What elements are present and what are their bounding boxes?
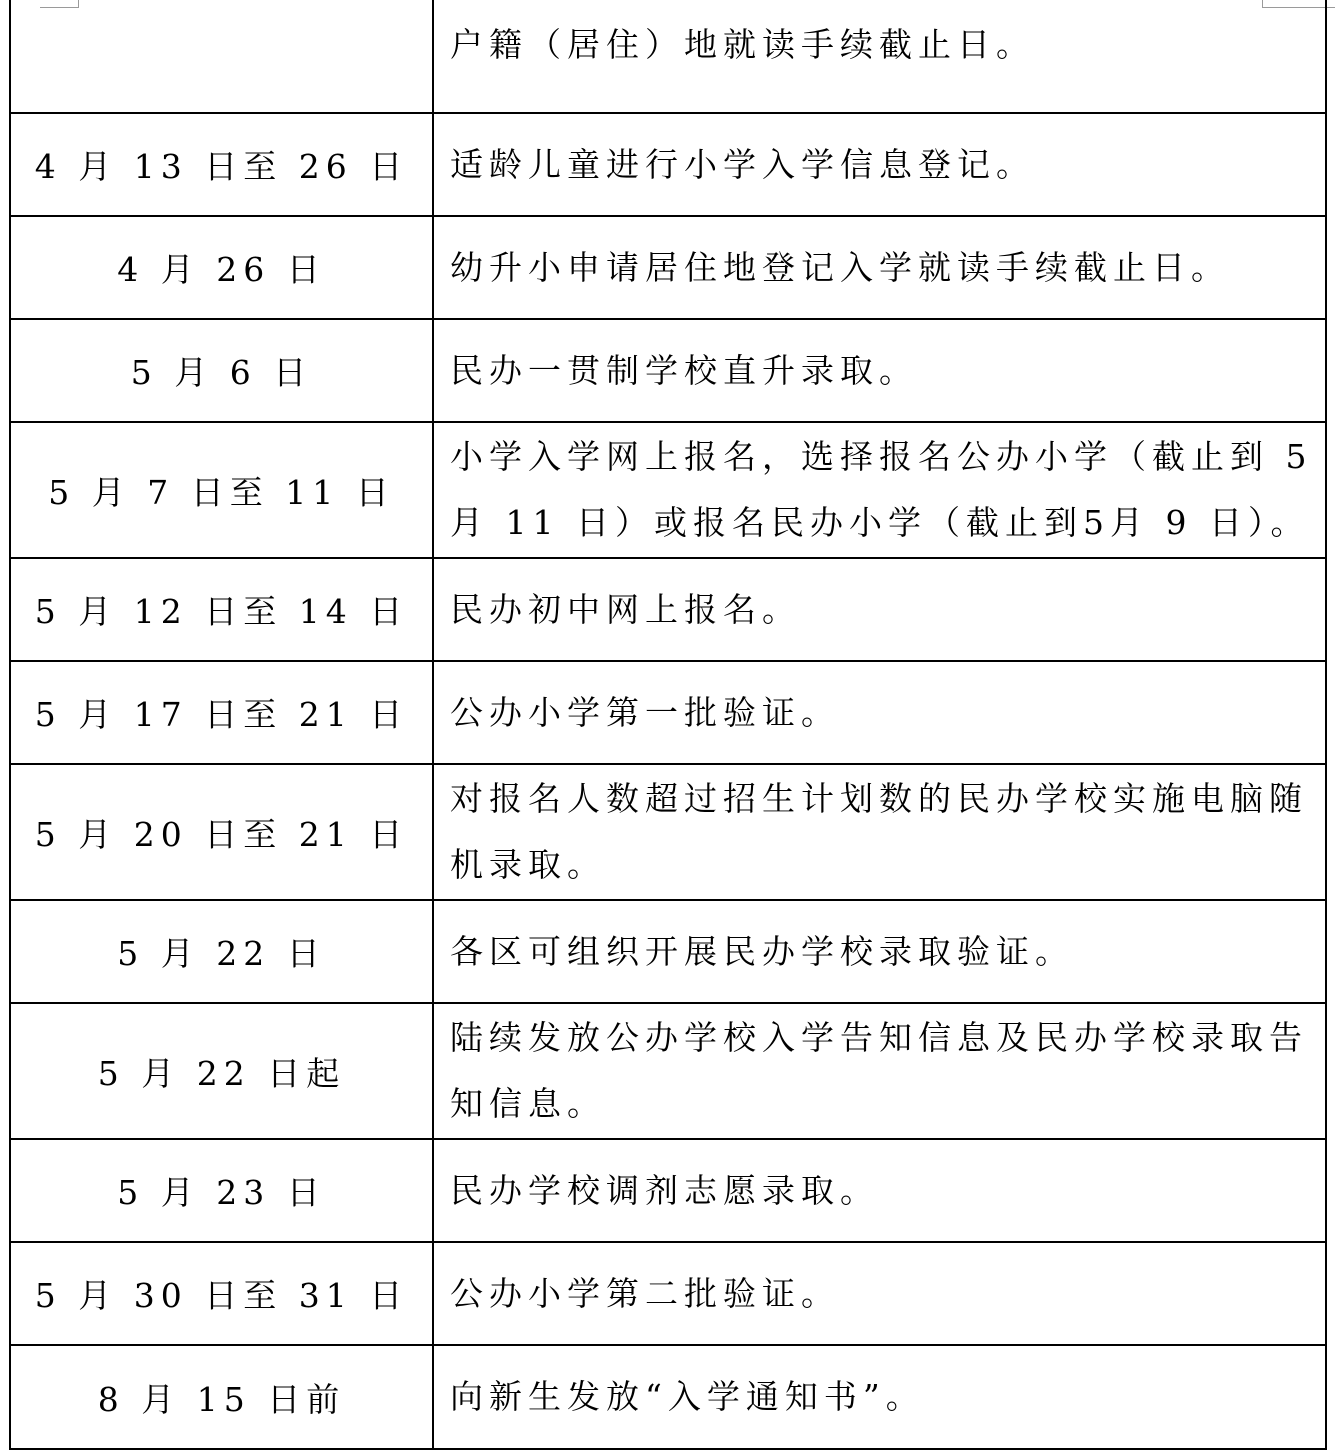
enrollment-schedule-table (9, 0, 1327, 1450)
table-row (10, 764, 1326, 900)
description-cell: 户籍（居住）地就读手续截止日。 (433, 0, 1326, 113)
date-cell (10, 0, 433, 113)
table-row (10, 1003, 1326, 1139)
date-cell: 5 月 7 日至 11 日 (10, 422, 433, 558)
description-cell: 公办小学第二批验证。 (433, 1242, 1326, 1345)
description-cell: 对报名人数超过招生计划数的民办学校实施电脑随机录取。 (433, 764, 1326, 900)
table-row (10, 900, 1326, 1003)
description-cell: 适龄儿童进行小学入学信息登记。 (433, 113, 1326, 216)
table-row (10, 1345, 1326, 1449)
description-cell: 民办一贯制学校直升录取。 (433, 319, 1326, 422)
table-row (10, 422, 1326, 558)
description-cell: 各区可组织开展民办学校录取验证。 (433, 900, 1326, 1003)
description-cell: 民办学校调剂志愿录取。 (433, 1139, 1326, 1242)
date-cell: 5 月 17 日至 21 日 (10, 661, 433, 764)
table-row (10, 1139, 1326, 1242)
date-cell: 5 月 30 日至 31 日 (10, 1242, 433, 1345)
description-cell: 民办初中网上报名。 (433, 558, 1326, 661)
date-cell: 8 月 15 日前 (10, 1345, 433, 1449)
date-cell: 5 月 20 日至 21 日 (10, 764, 433, 900)
table-row (10, 113, 1326, 216)
date-cell: 5 月 23 日 (10, 1139, 433, 1242)
date-cell: 5 月 22 日起 (10, 1003, 433, 1139)
table-row (10, 216, 1326, 319)
description-cell: 向新生发放“入学通知书”。 (433, 1345, 1326, 1449)
date-cell: 4 月 13 日至 26 日 (10, 113, 433, 216)
description-cell: 公办小学第一批验证。 (433, 661, 1326, 764)
description-cell: 小学入学网上报名，选择报名公办小学（截止到 5 月 11 日）或报名民办小学（截止到5月 9 日）。 (433, 422, 1326, 558)
date-cell: 5 月 12 日至 14 日 (10, 558, 433, 661)
date-cell: 4 月 26 日 (10, 216, 433, 319)
description-cell: 幼升小申请居住地登记入学就读手续截止日。 (433, 216, 1326, 319)
table-row (10, 0, 1326, 113)
table-row (10, 558, 1326, 661)
table-row (10, 1242, 1326, 1345)
table-row (10, 661, 1326, 764)
date-cell: 5 月 6 日 (10, 319, 433, 422)
description-cell: 陆续发放公办学校入学告知信息及民办学校录取告知信息。 (433, 1003, 1326, 1139)
table-row (10, 319, 1326, 422)
date-cell: 5 月 22 日 (10, 900, 433, 1003)
